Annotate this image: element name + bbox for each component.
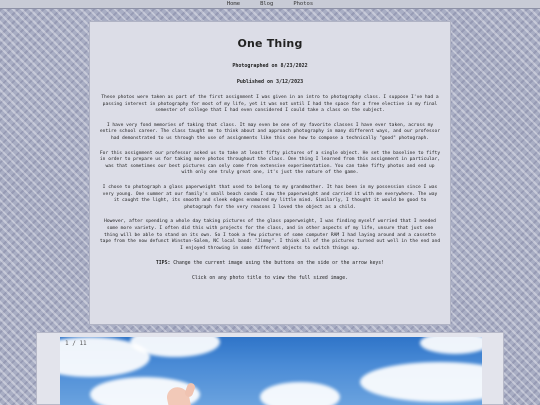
paragraph-4: I chose to photograph a glass paperweight that used to belong to my grandmother. It has been in my possession since I was very young. One summer at our family's small beach condo I saw the paperweight and carried it with me everywhere. The way it caught the light, its smooth and sleek edges enamored my little mind. Similarly, I thought it would be good to photograph for the very reasons I loved the object as a child. <box>102 184 438 210</box>
cloud-shape <box>360 362 482 402</box>
image-counter: 1 / 11 <box>65 340 87 347</box>
top-nav <box>0 0 540 9</box>
article-panel <box>89 21 451 325</box>
paragraph-2: I have very fond memories of taking that class. It may even be one of my favorite classes I have ever taken, across my entire school career. The class taught me to think about and approach photography in many different ways, and our professor had demonstrated to us through the use of assignments like this one how to compose a technically "good" photograph. <box>99 122 441 141</box>
nav-blog-link[interactable]: Blog <box>260 0 274 7</box>
paragraph-5: However, after spending a whole day taking pictures of the glass paperweight, I was finding myself worried that I needed some more variety. I often did this with projects for the class, and in other aspects of my life, unsure that just one thing will be able to stand on its own. So I took a few pictures of some computer RAM I had laying around and a cassette tape from the now defunct Winston-Salem, NC local band: "Jimmy". I think all of the pictures turned out well in the end and I enjoyed throwing in some different objects to switch things up. <box>99 219 441 251</box>
image-viewer <box>36 332 504 405</box>
nav-home-link[interactable]: Home <box>226 0 241 7</box>
tips-line <box>99 261 441 266</box>
page-title: One Thing <box>237 37 303 50</box>
published-date: Published on 3/12/2023 <box>236 79 304 85</box>
tips-label: TIPS: <box>155 261 171 267</box>
current-photo[interactable] <box>60 337 482 405</box>
paragraph-1: These photos were taken as part of the first assignment I was given in an intro to photography class. I suppose I've had a passing interest in photography for most of my life, yet it was not until I had the space for a free elective in my final semester of college that I had even considered I could take a class on the subject. <box>101 95 439 114</box>
paragraph-3: For this assignment our professor asked us to take at least fifty pictures of a single object. He set the baseline to fifty in order to prepare us for taking more photos throughout the class. One thing I learned from this assignment in particular, was that sometimes our best pictures can only come from extensive experimentation. You can take fifty photos and end up with only one truly great one, it's just the nature of the game. <box>99 150 441 176</box>
photographed-date: Photographed on 8/23/2022 <box>232 63 308 69</box>
click-hint: Click on any photo title to view the full sized image. <box>192 276 348 282</box>
cloud-shape <box>420 337 482 354</box>
cloud-shape <box>260 382 340 405</box>
nav-photos-link[interactable]: Photos <box>293 0 314 7</box>
tips-text: Change the current image using the buttons on the side or the arrow keys! <box>170 261 385 267</box>
